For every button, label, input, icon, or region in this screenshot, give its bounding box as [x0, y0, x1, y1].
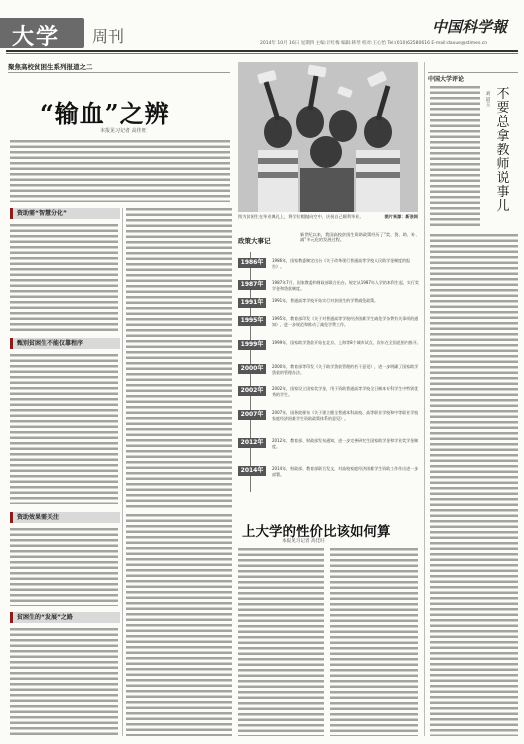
news-photo	[238, 62, 418, 212]
timeline-year: 2007年	[238, 410, 266, 420]
column-rule	[424, 62, 425, 736]
lead-section-heading: 甄别贫困生不能仅靠程序	[10, 338, 120, 349]
series-rule	[8, 72, 230, 73]
lead-byline: 本报见习记者 高佳旺	[100, 128, 147, 134]
timeline-text: 2012年，教育部、财政部发布通知，进一步完善研究生国家助学金和学业奖学金制度。	[272, 438, 419, 449]
commentary-text	[430, 234, 518, 736]
commentary-title: 不要总拿教师说事儿	[496, 87, 510, 214]
timeline-text: 2014年，财政部、教育部联合发文，对高校家庭经济困难学生资助工作作出进一步部署。	[272, 466, 419, 477]
lead-body-text	[10, 528, 118, 606]
lead-intro-text	[10, 140, 230, 202]
timeline-year: 1987年	[238, 280, 266, 290]
timeline-text: 1999年，国家助学贷款开始在北京、上海等8个城市试点，次年在全国范围内推开。	[272, 340, 421, 345]
timeline-text: 1995年，教育部印发《关于对普通高等学校经济困难学生减免学杂费有关事项的通知》，进一步规范和推动了减免学费工作。	[272, 316, 419, 327]
timeline-text: 1991年，普通高等学校开始实行对贫困生的学费减免政策。	[272, 298, 379, 303]
lead-body-text	[10, 224, 118, 332]
timeline-year: 1986年	[238, 258, 266, 268]
timeline-year: 2002年	[238, 386, 266, 396]
right-column-rule	[428, 72, 518, 73]
timeline-text: 2007年，国务院颁布《关于建立健全普通本科高校、高等职业学校和中等职业学校家庭经济困难学生资助政策体系的意见》。	[272, 410, 419, 421]
photo-caption-text: 图为贫困生在毕业典礼上，将学位帽抛向空中，庆祝自己顺利毕业。	[238, 214, 364, 219]
graduates-photo-illustration	[238, 62, 418, 212]
second-headline: 上大学的性价比该如何算	[242, 524, 391, 540]
top-rule	[6, 50, 518, 52]
photo-credit: 图片来源：新浪网	[384, 214, 418, 219]
timeline-year: 2012年	[238, 438, 266, 448]
second-body-text	[330, 548, 418, 736]
timeline-year: 2000年	[238, 364, 266, 374]
lead-body-text	[126, 514, 232, 736]
lead-headline: “输血”之辨	[40, 99, 170, 128]
commentary-text	[430, 86, 480, 228]
timeline-year: 1995年	[238, 316, 266, 326]
series-label: 聚焦高校贫困生系列报道之二	[8, 63, 93, 71]
second-body-text	[238, 548, 324, 736]
lead-body-text	[10, 354, 118, 504]
dateline: 2014年 10月 16日 星期四 主编:计红梅 编辑:韩琴 校对:王心怡 Tel:(010)62580616 E-mail:daxue@stimes.cn	[260, 41, 488, 46]
timeline-year: 2014年	[238, 466, 266, 476]
second-byline: 本报见习记者 高佳旺	[282, 539, 325, 544]
lead-section-heading: 资助需“智慧分化”	[10, 208, 120, 219]
commentary-author: 刘道玉	[485, 92, 491, 108]
column-rule	[122, 208, 123, 736]
timeline-text: 1986年，国家教委制定出台《关于改革现行普通高等学校人民助学金制度的报告》。	[272, 258, 411, 269]
timeline-year: 1991年	[238, 298, 266, 308]
timeline-text: 2000年，教育部等印发《关于助学贷款管理的若干意见》，进一步明确了国家助学贷款的管理办法。	[272, 364, 419, 375]
section-title: 大学	[12, 24, 61, 50]
top-rule-thin	[6, 53, 518, 54]
lead-body-text	[126, 208, 232, 508]
photo-caption	[238, 214, 418, 219]
lead-section-heading: 贫困生的“发展”之路	[10, 612, 120, 623]
timeline-text: 2002年，国家设立国家奖学金，用于资助普通高等学校全日制本专科学生中特别优秀的学生。	[272, 386, 419, 397]
timeline-text: 1987年7月，国家教委和财政部联合出台。规定从1987年入学的本科生起，实行奖学金和贷款制度。	[272, 280, 419, 291]
timeline-subtitle: 新世纪以来，我国高校贫困生资助政策经历了“奖、贷、助、补、减”多元化的发展过程。	[300, 232, 420, 242]
lead-section-heading: 资助效果需关注	[10, 512, 120, 523]
timeline-year: 1999年	[238, 340, 266, 350]
right-column-label: 中国大学评论	[428, 76, 465, 83]
newspaper-logo: 中国科学報	[432, 18, 508, 36]
section-subtitle: 周刊	[92, 27, 125, 46]
lead-body-text	[10, 628, 118, 736]
timeline-title: 政策大事记	[238, 237, 271, 245]
